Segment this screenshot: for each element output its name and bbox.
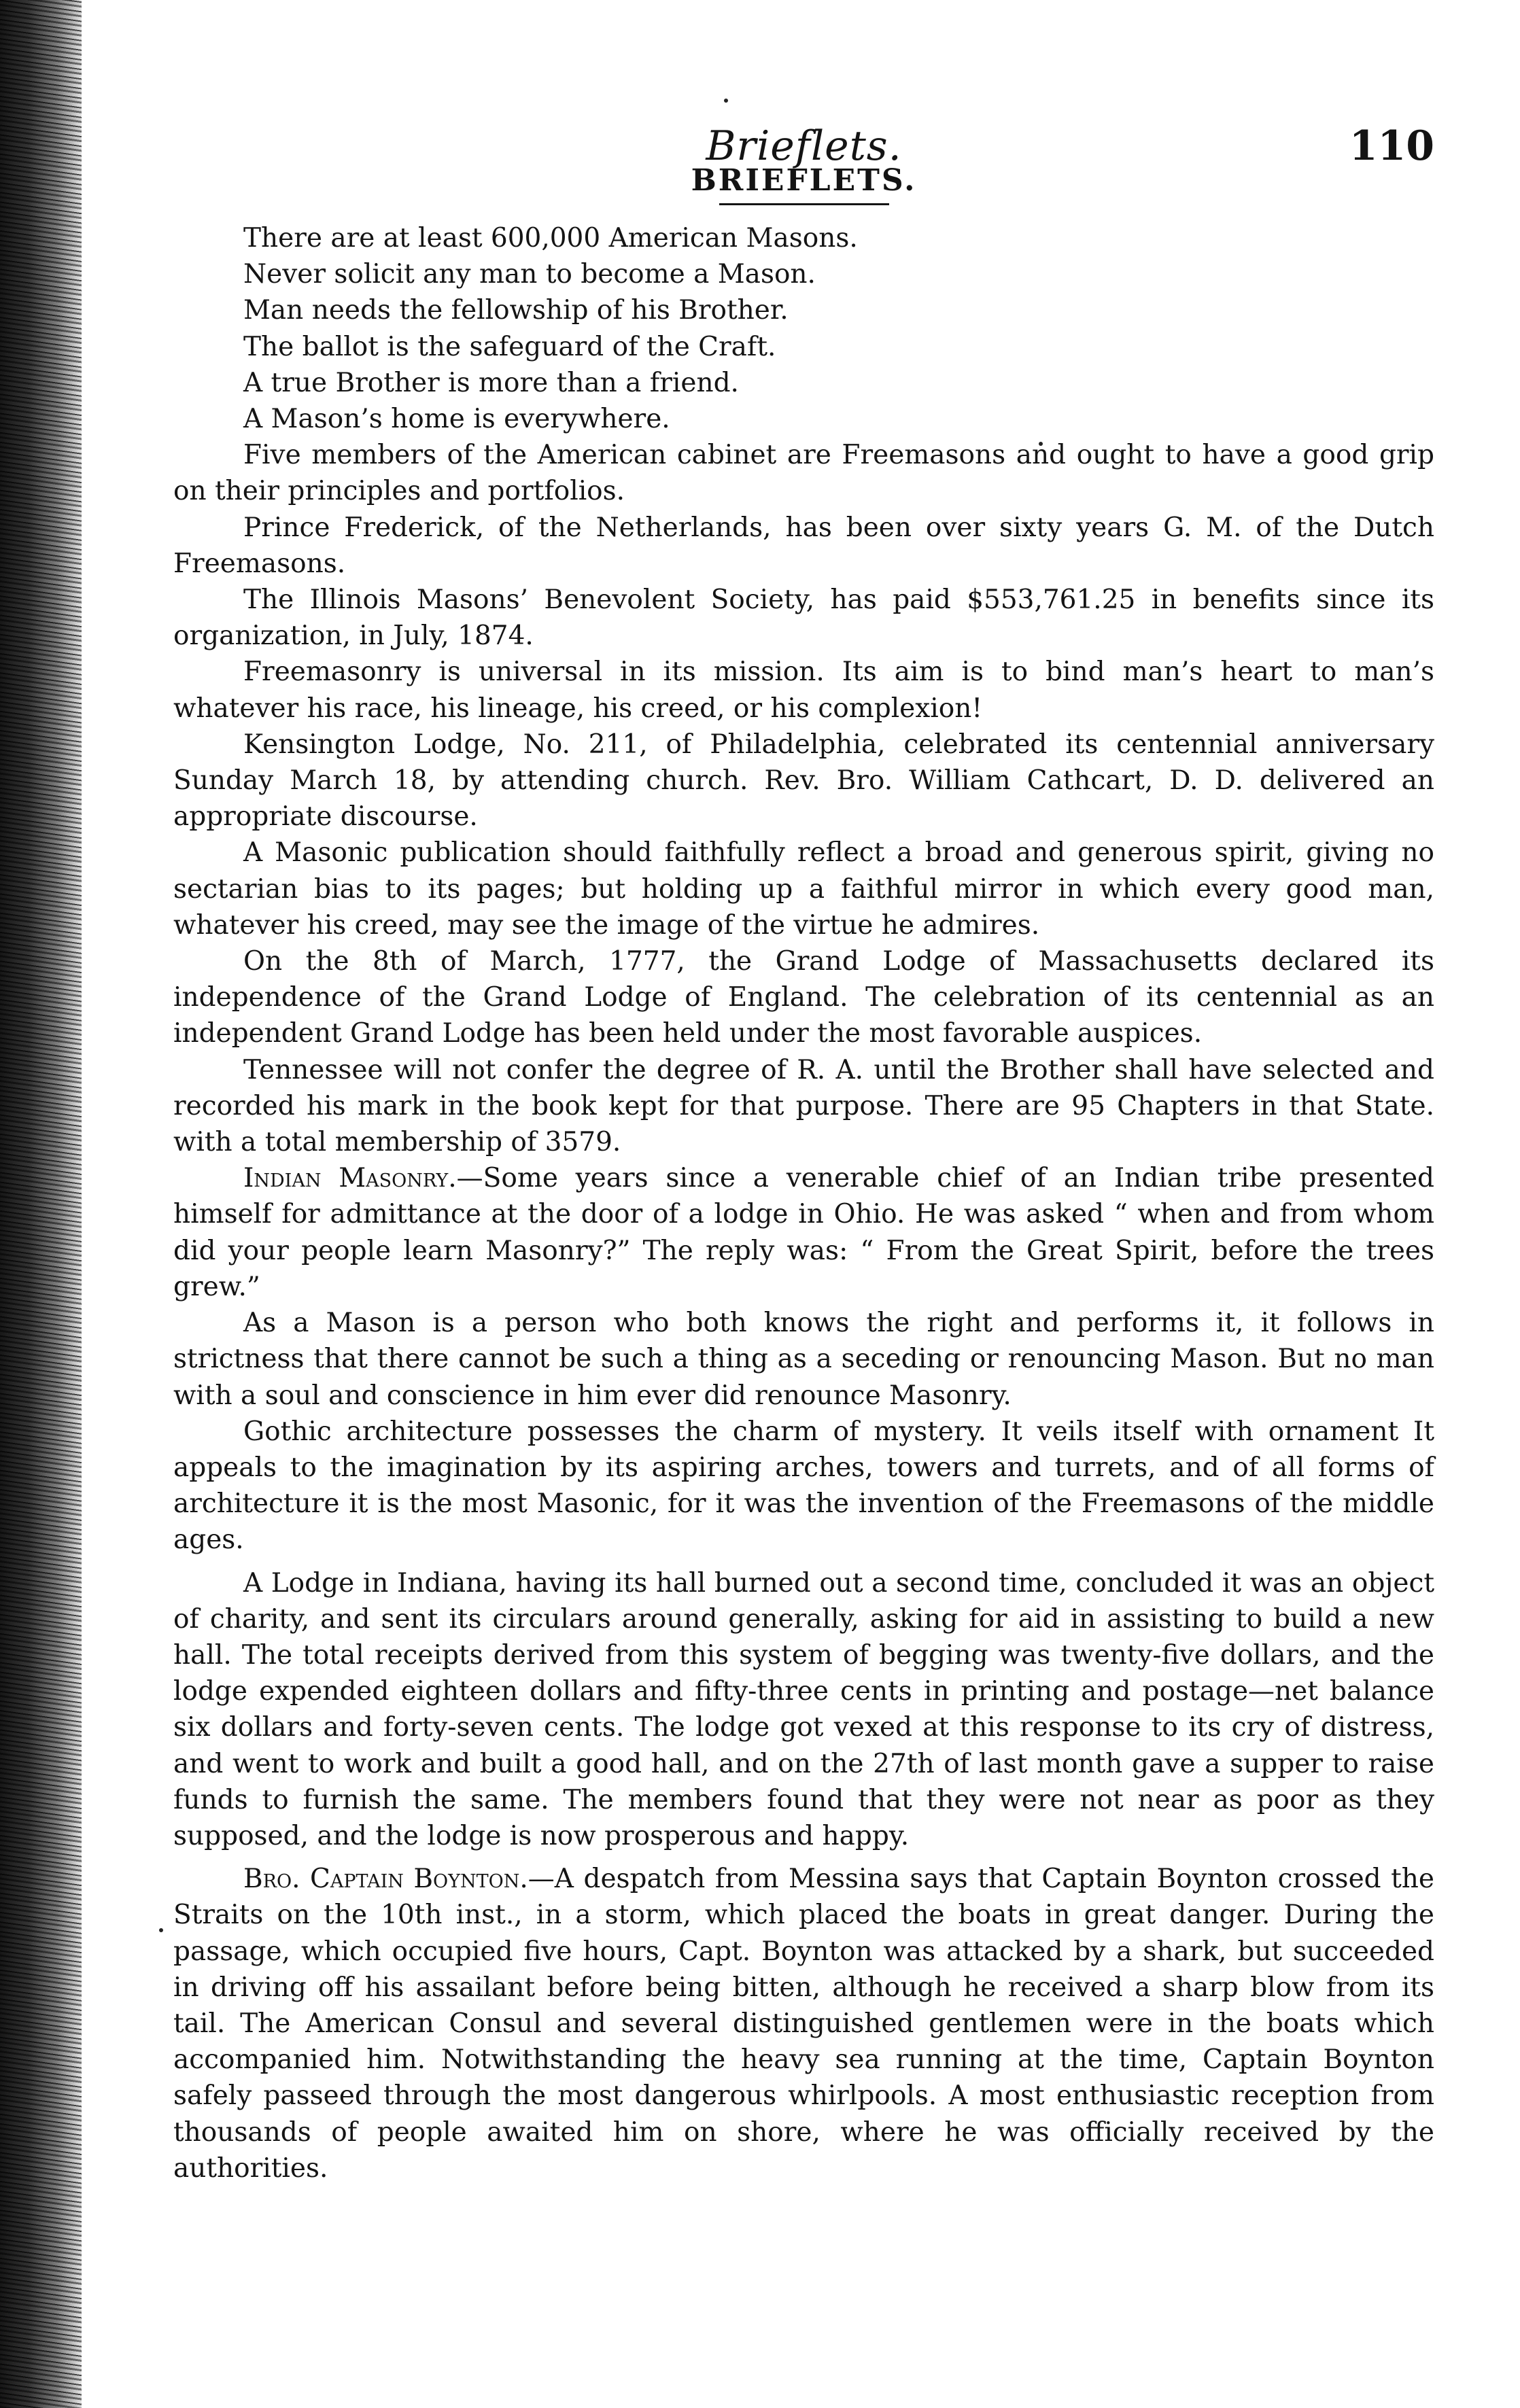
maxim: A true Brother is more than a friend.	[243, 367, 739, 398]
running-head	[173, 88, 1434, 170]
maxim: The ballot is the safeguard of the Craft.	[243, 331, 776, 362]
title-rule	[719, 203, 889, 205]
paragraph-indian-masonry	[173, 1160, 1434, 1305]
paragraph-indiana: A Lodge in Indiana, having its hall burned out a second time, concluded it was an object of charity, and sent its circulars around generally, asking for aid in assisting to build a new hall. The total receipts derived from this system of begging was twenty-five dollars, and the lodge expended eighteen dollars and fifty-three cents in printing and postage—net balance six dollars and forty-seven cents. The lodge got vexed at this response to its cry of distress, and went to work and built a good hall, and on the 27th of last month gave a supper to raise funds to furnish the same. The members found that they were not near as poor as they supposed, and the lodge is now prosperous and happy.	[173, 1567, 1434, 1851]
print-speck	[159, 1928, 163, 1932]
lead-in: Bro. Captain Boynton.	[243, 1864, 528, 1895]
maxim: There are at least 600,000 American Masons.	[243, 223, 858, 254]
paragraph-seceding: As a Mason is a person who both knows the right and performs it, it follows in strictness that there cannot be such a thing as a seceding or renouncing Mason. But no man with a soul and conscience in him ever did renounce Masonry.	[173, 1308, 1434, 1411]
paragraph-frederick: Prince Frederick, of the Netherlands, has been over sixty years G. M. of the Dutch Freemasons.	[173, 512, 1434, 579]
paragraph-body: —Some years since a venerable chief of an Indian tribe presented himself for admittance at the door of a lodge in Ohio. He was asked “ when and from whom did your people learn Masonry?” The reply was: “ From the Great Spirit, before the trees grew.”	[173, 1163, 1434, 1302]
paragraph-cabinet: Five members of the American cabinet are Freemasons and ought to have a good grip on their principles and portfolios.	[173, 440, 1434, 507]
book-spine-edge	[0, 0, 82, 2408]
paragraph-gothic: Gothic architecture possesses the charm of mystery. It veils itself with ornament It appeals to the imagination by its aspiring arches, towers and turrets, and of all forms of architecture it is the most Masonic, for it was the invention of the Freemasons of the middle ages.	[173, 1416, 1434, 1556]
running-title: Brieflets.	[706, 122, 902, 170]
page-body	[173, 88, 1434, 2186]
paragraph-kensington: Kensington Lodge, No. 211, of Philadelphia, celebrated its centennial anniversary Sunday March 18, by attending church. Rev. Bro. William Cathcart, D. D. delivered an appropriate discourse.	[173, 729, 1434, 833]
paragraph-tennessee: Tennessee will not confer the degree of R. A. until the Brother shall have selected and recorded his mark in the book kept for that purpose. There are 95 Chapters in that State. with a total membership of 3579.	[173, 1054, 1434, 1158]
page-number: 110	[1349, 122, 1434, 170]
maxim: Man needs the fellowship of his Brother.	[243, 295, 789, 326]
paragraph-illinois: The Illinois Masons’ Benevolent Society, has paid $553,761.25 in benefits since its organization, in July, 1874.	[173, 584, 1434, 652]
lead-in: Indian Masonry.	[243, 1163, 457, 1194]
brieflets-list	[173, 220, 1434, 2186]
paragraph-boynton	[173, 1861, 1434, 2186]
section-title: BRIEFLETS.	[691, 163, 917, 198]
paragraph-massachusetts: On the 8th of March, 1777, the Grand Lodge of Massachusetts declared its independence of the Grand Lodge of England. The celebration of its centennial as an independent Grand Lodge has been held under the most favorable auspices.	[173, 946, 1434, 1049]
paragraph-publication: A Masonic publication should faithfully reflect a broad and generous spirit, giving no sectarian bias to its pages; but holding up a faithful mirror in which every good man, whatever his creed, may see the image of the virtue he admires.	[173, 837, 1434, 941]
paragraph-universal: Freemasonry is universal in its mission. Its aim is to bind man’s heart to man’s whatever his race, his lineage, his creed, or his complexion!	[173, 657, 1434, 724]
maxim: A Mason’s home is everywhere.	[243, 404, 670, 435]
maxim: Never solicit any man to become a Mason.	[243, 259, 816, 290]
paragraph-body: —A despatch from Messina says that Captain Boynton crossed the Straits on the 10th inst., in a storm, which placed the boats in great danger. During the passage, which occupied five hours, Capt. Boynton was attacked by a shark, but succeeded in driving off his assailant before being bitten, although he received a sharp blow from its tail. The American Consul and several distinguished gentlemen were in the boats which accompanied him. Notwithstanding the heavy sea running at the time, Captain Boynton safely passeed through the most dangerous whirlpools. A most enthusiastic reception from thousands of people awaited him on shore, where he was officially received by the authorities.	[173, 1864, 1434, 2184]
